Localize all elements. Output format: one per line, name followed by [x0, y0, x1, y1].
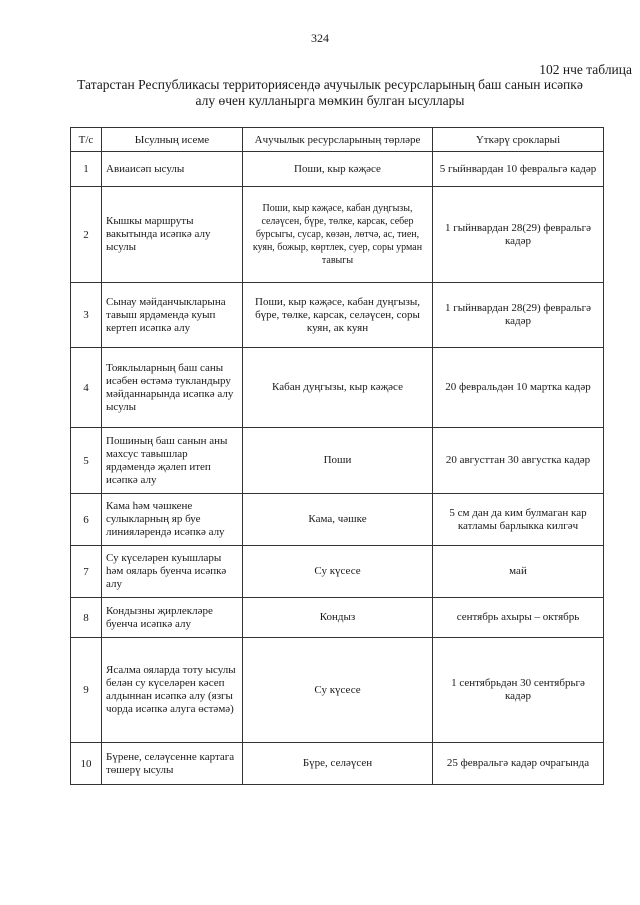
resource-types: Су күсесе	[243, 546, 433, 598]
column-header-resources: Ачучылык ресурсларының төрләре	[243, 128, 433, 152]
method-name: Ясалма ояларда тоту ысулы белән су күселәрен кәсеп алдыннан исәпкә алу (язгы чорда исәпкә алуга өстәмә)	[102, 638, 243, 743]
survey-period: 1 гыйнвардан 28(29) февральгә кадәр	[433, 283, 604, 348]
table-row	[71, 187, 604, 283]
row-number: 7	[71, 546, 102, 598]
survey-period: 1 гыйнвардан 28(29) февральгә кадәр	[433, 187, 604, 283]
row-number: 1	[71, 152, 102, 187]
row-number: 5	[71, 428, 102, 494]
survey-period: май	[433, 546, 604, 598]
method-name: Бүрене, селәүсенне картага төшерү ысулы	[102, 743, 243, 785]
row-number: 9	[71, 638, 102, 743]
resource-types: Поши, кыр кәҗәсе, кабан дуңгызы, селәүсен, бүре, төлке, карсак, себер бурсыгы, сусар, көзән, лөтчә, ас, тиен, куян, божыр, көртлек, суер, соры урман тавыгы	[243, 187, 433, 283]
survey-period: 25 февральгә кадәр очрагында	[433, 743, 604, 785]
table-row	[71, 428, 604, 494]
resource-types: Поши, кыр кәҗәсе	[243, 152, 433, 187]
table-header-row	[71, 128, 604, 152]
table-row	[71, 598, 604, 638]
method-name: Кама һәм чәшкене сулыкларның яр буе линияләрендә исәпкә алу	[102, 494, 243, 546]
method-name: Пошиның баш санын аны махсус тавышлар ярдәмендә җәлеп итеп исәпкә алу	[102, 428, 243, 494]
method-name: Кышкы маршруты вакытында исәпкә алу ысулы	[102, 187, 243, 283]
column-header-number: Т/с	[71, 128, 102, 152]
row-number: 2	[71, 187, 102, 283]
row-number: 4	[71, 348, 102, 428]
resource-types: Кабан дуңгызы, кыр кәҗәсе	[243, 348, 433, 428]
table-row	[71, 283, 604, 348]
table-row	[71, 494, 604, 546]
survey-period: 20 февральдән 10 мартка кадәр	[433, 348, 604, 428]
method-name: Сынау мәйданчыкларына тавыш ярдәмендә куып кертеп исәпкә алу	[102, 283, 243, 348]
survey-period: 5 гыйнвардан 10 февральгә кадәр	[433, 152, 604, 187]
row-number: 3	[71, 283, 102, 348]
hunting-resources-table	[70, 127, 604, 785]
page-number: 324	[311, 31, 329, 45]
survey-period: 1 сентябрьдән 30 сентябрьгә кадәр	[433, 638, 604, 743]
method-name: Кондызны җирлекләре буенча исәпкә алу	[102, 598, 243, 638]
table-label: 102 нче таблица	[539, 62, 632, 77]
table-row	[71, 546, 604, 598]
table-row	[71, 348, 604, 428]
survey-period: 5 см дан да ким булмаган кар катламы барлыкка килгәч	[433, 494, 604, 546]
method-name: Тояклыларның баш саны исәбен өстәмә тукландыру мәйданнарында исәпкә алу ысулы	[102, 348, 243, 428]
resource-types: Поши	[243, 428, 433, 494]
method-name: Су күселәрен куышлары һәм ояларь буенча исәпкә алу	[102, 546, 243, 598]
survey-period: сентябрь ахыры – октябрь	[433, 598, 604, 638]
resource-types: Поши, кыр кәҗәсе, кабан дуңгызы, бүре, төлке, карсак, селәүсен, соры куян, ак куян	[243, 283, 433, 348]
method-name: Авиаисәп ысулы	[102, 152, 243, 187]
table-row	[71, 743, 604, 785]
resource-types: Кама, чәшке	[243, 494, 433, 546]
resource-types: Су күсесе	[243, 638, 433, 743]
row-number: 8	[71, 598, 102, 638]
table-row	[71, 152, 604, 187]
row-number: 10	[71, 743, 102, 785]
table-row	[71, 638, 604, 743]
survey-period: 20 августтан 30 августка кадәр	[433, 428, 604, 494]
resource-types: Бүре, селәүсен	[243, 743, 433, 785]
column-header-period: Үткәрү срокларыі	[433, 128, 604, 152]
row-number: 6	[71, 494, 102, 546]
column-header-method: Ысулның исеме	[102, 128, 243, 152]
resource-types: Кондыз	[243, 598, 433, 638]
document-title: Татарстан Республикасы территориясендә ачучылык ресурсларының баш санын исәпкә алу өчен кулланырга мөмкин булган ысуллары	[77, 77, 583, 108]
